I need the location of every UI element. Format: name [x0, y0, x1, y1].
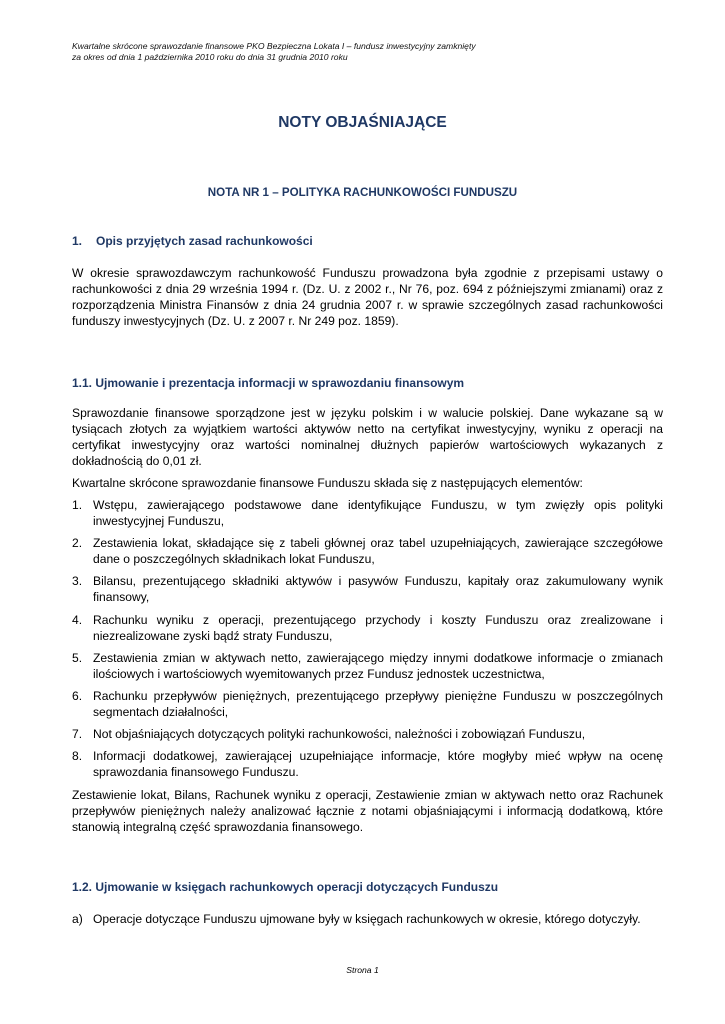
list-item	[72, 726, 663, 742]
document-header	[72, 41, 672, 63]
list-item-text: Bilansu, prezentującego składniki aktywów i pasywów Funduszu, kapitały oraz zakumulowany wynik finansowy,	[93, 574, 663, 605]
section-1-2-heading: 1.2. Ujmowanie w księgach rachunkowych operacji dotyczących Funduszu	[72, 880, 499, 894]
section-1-1-paragraph-2: Kwartalne skrócone sprawozdanie finansowe Funduszu składa się z następujących elementów:	[72, 476, 583, 490]
list-marker: 7.	[72, 727, 83, 742]
list-item-text: Rachunku wyniku z operacji, prezentującego przychody i koszty Funduszu oraz zrealizowane i niezrealizowane zyski bądź straty Funduszu,	[93, 612, 663, 643]
list-marker: a)	[72, 912, 83, 926]
list-item	[72, 911, 663, 927]
list-item-text: Operacje dotyczące Funduszu ujmowane były w księgach rachunkowych w okresie, którego dotyczyły.	[93, 912, 641, 926]
list-item	[72, 573, 663, 605]
list-item	[72, 748, 663, 780]
list-item-text: Not objaśniających dotyczących polityki rachunkowości, należności i zobowiązań Funduszu,	[93, 727, 586, 742]
section-1-heading	[72, 234, 313, 248]
section-1-title: Opis przyjętych zasad rachunkowości	[96, 234, 313, 248]
list-item	[72, 535, 663, 567]
list-item	[72, 497, 663, 529]
list-item-text: Zestawienia lokat, składające się z tabeli głównej oraz tabel uzupełniających, zawierające szczegółowe dane o poszczególnych składnikach lokat Funduszu,	[93, 536, 663, 567]
section-1-1-paragraph-1: Sprawozdanie finansowe sporządzone jest w języku polskim i w walucie polskiej. Dane wykazane są w tysiącach złotych za wyjątkiem wartości aktywów netto na certyfikat inwestycyjny, wyniku z operacji na certyfikat inwestycyjny oraz wartości nominalnej dłużnych papierów wartościowych wykazanych z dokładnością do 0,01 zł.	[72, 406, 663, 469]
list-marker: 2.	[72, 536, 83, 551]
section-1-number: 1.	[72, 234, 83, 248]
elements-list	[72, 497, 663, 786]
list-marker: 8.	[72, 749, 83, 764]
page-title: NOTY OBJAŚNIAJĄCE	[278, 114, 447, 131]
section-1-1-paragraph-3: Zestawienie lokat, Bilans, Rachunek wyniku z operacji, Zestawienie zmian w aktywach netto oraz Rachunek przepływów pieniężnych należy analizować łącznie z notami objaśniającymi i informacją dodatkową, które stanowią integralną część sprawozdania finansowego.	[72, 788, 663, 835]
list-marker: 5.	[72, 650, 83, 665]
list-item	[72, 650, 663, 682]
list-item-text: Informacji dodatkowej, zawierającej uzupełniające informacje, które mogłyby mieć wpływ na ocenę sprawozdania finansowego Funduszu.	[93, 749, 663, 780]
list-item-text: Rachunku przepływów pieniężnych, prezentującego przepływy pieniężne Funduszu w poszczególnych segmentach działalności,	[93, 688, 663, 720]
list-marker: 1.	[72, 498, 83, 512]
list-marker: 3.	[72, 574, 83, 589]
list-item	[72, 612, 663, 644]
list-item-text: Zestawienia zmian w aktywach netto, zawierającego między innymi dodatkowe informacje o zmianach ilościowych i wartościowych wyemitowanych przez Fundusz jednostek uczestnictwa,	[93, 650, 663, 681]
section-1-1-heading: 1.1. Ujmowanie i prezentacja informacji w sprawozdaniu finansowym	[72, 376, 465, 390]
list-marker: 6.	[72, 688, 83, 703]
list-item-text: Wstępu, zawierającego podstawowe dane identyfikujące Funduszu, w tym zwięzły opis polityki inwestycyjnej Funduszu,	[93, 498, 663, 529]
section-1-paragraph: W okresie sprawozdawczym rachunkowość Funduszu prowadzona była zgodnie z przepisami ustawy o rachunkowości z dnia 29 września 1994 r. (Dz. U. z 2002 r., Nr 76, poz. 694 z późniejszymi zmianami) oraz z rozporządzenia Ministra Finansów z dnia 24 grudnia 2007 r. w sprawie szczególnych zasad rachunkowości funduszy inwestycyjnych (Dz. U. z 2007 r. Nr 249 poz. 1859).	[72, 266, 663, 329]
page-number: Strona 1	[346, 965, 379, 975]
operations-list	[72, 911, 663, 933]
header-line-2: za okres od dnia 1 października 2010 roku do dnia 31 grudnia 2010 roku	[72, 52, 348, 62]
list-item	[72, 688, 663, 720]
list-marker: 4.	[72, 612, 83, 627]
note-title: NOTA NR 1 – POLITYKA RACHUNKOWOŚCI FUNDUSZU	[207, 186, 518, 199]
header-line-1: Kwartalne skrócone sprawozdanie finansowe PKO Bezpieczna Lokata I – fundusz inwestycyjny zamknięty	[72, 41, 476, 51]
